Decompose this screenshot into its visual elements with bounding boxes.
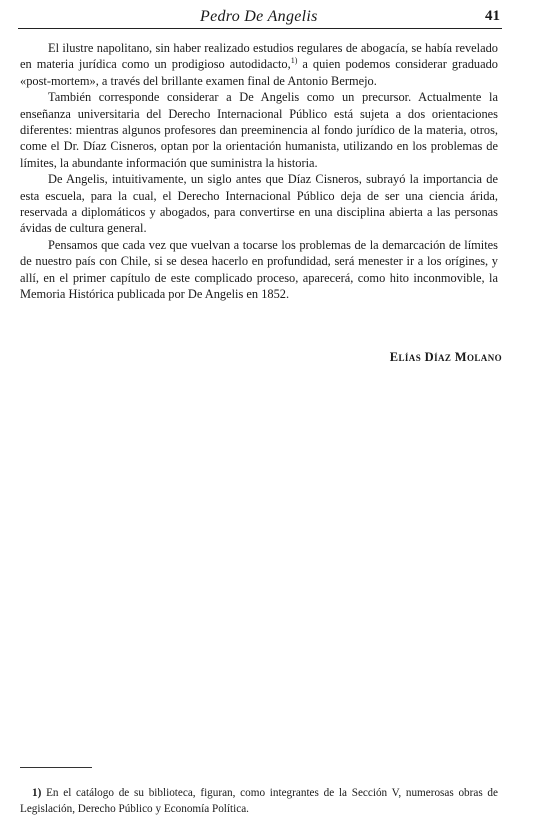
- footnote-text: En el catálogo de su biblioteca, figuran, como integrantes de la Sección V, numerosas obras de Legislación, Derecho Público y Economía Política.: [20, 787, 498, 815]
- footnote: [20, 785, 498, 817]
- page-number: 41: [485, 8, 500, 24]
- author-signature: Elías Díaz Molano: [389, 350, 502, 364]
- footnote-reference: 1): [290, 56, 298, 66]
- paragraph-2: También corresponde considerar a De Angelis como un precursor. Actualmente la enseñanza universitaria del Derecho Internacional Público está sujeta a dos orientaciones diferentes: mientras algunos profesores dan preeminencia al fondo jurídico de la materia, otros, come el Dr. Díaz Cisneros, optan por la orientación humanista, utilizando en los problemas de límites, la abundante información que suministra la historia.: [20, 90, 498, 170]
- footnote-number: 1): [32, 787, 42, 799]
- running-title: Pedro De Angelis: [200, 8, 318, 25]
- paragraph-3: De Angelis, intuitivamente, un siglo antes que Díaz Cisneros, subrayó la importancia de esta escuela, para la cual, el Derecho Internacional Público deja de ser una ciencia árida, reservada a diplomáticos y abogados, para convertirse en una disciplina abierta a las personas ávidas de cultura general.: [20, 172, 498, 236]
- paragraph-4: Pensamos que cada vez que vuelvan a tocarse los problemas de la demarcación de límites de nuestro país con Chile, si se desea hacerlo en profundidad, será menester ir a los orígines, y allí, en el primer capítulo de este complicado proceso, aparecerá, como hito inconmovible, la Memoria Histórica publicada por De Angelis en 1852.: [20, 237, 498, 302]
- paragraph-1: [20, 40, 498, 89]
- paragraph-1-text-start: El ilustre napolitano, sin haber realizado estudios regulares de abogacía, se había revelado en materia jurídica como un prodigioso autodidacto,: [20, 41, 498, 72]
- body-text: [20, 40, 498, 303]
- footnote-divider: [20, 767, 92, 768]
- paragraph-1-text-end: a quien podemos considerar graduado «post-mortem», a través del brillante examen final de Antonio Bermejo.: [20, 57, 498, 88]
- running-header: [18, 6, 502, 29]
